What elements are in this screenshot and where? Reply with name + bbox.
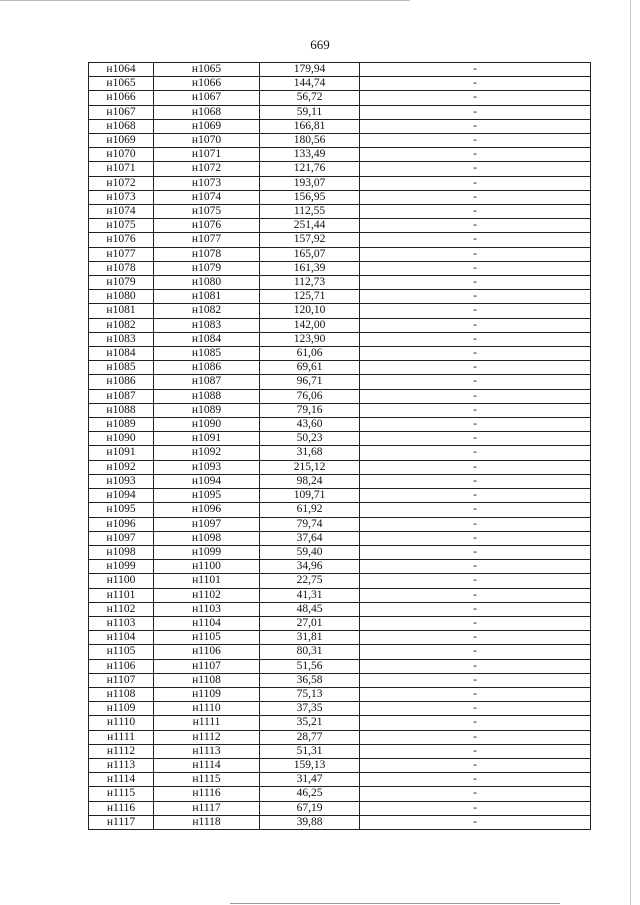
table-row [89,503,591,517]
from-point-cell: н1095 [89,503,154,517]
coordinates-table-container [88,62,591,830]
page-number: 669 [310,37,330,52]
note-cell: - [360,489,591,503]
from-point-cell: н1089 [89,418,154,432]
to-point-cell: н1089 [154,403,260,417]
note-cell: - [360,574,591,588]
distance-cell: 34,96 [260,560,360,574]
distance-cell: 157,92 [260,233,360,247]
note-cell: - [360,233,591,247]
note-cell: - [360,318,591,332]
table-row [89,702,591,716]
distance-cell: 193,07 [260,176,360,190]
table-row [89,375,591,389]
note-cell: - [360,659,591,673]
from-point-cell: н1105 [89,645,154,659]
from-point-cell: н1093 [89,474,154,488]
from-point-cell: н1112 [89,744,154,758]
distance-cell: 125,71 [260,290,360,304]
from-point-cell: н1114 [89,773,154,787]
distance-cell: 161,39 [260,261,360,275]
from-point-cell: н1113 [89,758,154,772]
note-cell: - [360,531,591,545]
distance-cell: 28,77 [260,730,360,744]
distance-cell: 156,95 [260,190,360,204]
note-cell: - [360,247,591,261]
to-point-cell: н1101 [154,574,260,588]
to-point-cell: н1072 [154,162,260,176]
table-row [89,247,591,261]
to-point-cell: н1084 [154,332,260,346]
distance-cell: 37,35 [260,702,360,716]
table-row [89,758,591,772]
distance-cell: 79,74 [260,517,360,531]
table-row [89,545,591,559]
bottom-scan-line [230,903,560,904]
distance-cell: 48,45 [260,602,360,616]
note-cell: - [360,545,591,559]
distance-cell: 27,01 [260,616,360,630]
note-cell: - [360,560,591,574]
from-point-cell: н1070 [89,148,154,162]
table-row [89,63,591,77]
from-point-cell: н1106 [89,659,154,673]
distance-cell: 61,06 [260,347,360,361]
table-row [89,602,591,616]
table-row [89,105,591,119]
distance-cell: 75,13 [260,687,360,701]
note-cell: - [360,446,591,460]
note-cell: - [360,815,591,829]
distance-cell: 67,19 [260,801,360,815]
note-cell: - [360,375,591,389]
table-row [89,716,591,730]
to-point-cell: н1095 [154,489,260,503]
to-point-cell: н1080 [154,276,260,290]
note-cell: - [360,787,591,801]
distance-cell: 109,71 [260,489,360,503]
table-row [89,304,591,318]
to-point-cell: н1113 [154,744,260,758]
table-row [89,588,591,602]
note-cell: - [360,588,591,602]
to-point-cell: н1078 [154,247,260,261]
table-row [89,460,591,474]
table-row [89,148,591,162]
to-point-cell: н1074 [154,190,260,204]
from-point-cell: н1068 [89,119,154,133]
note-cell: - [360,758,591,772]
distance-cell: 22,75 [260,574,360,588]
note-cell: - [360,190,591,204]
table-row [89,403,591,417]
distance-cell: 123,90 [260,332,360,346]
from-point-cell: н1108 [89,687,154,701]
to-point-cell: н1094 [154,474,260,488]
note-cell: - [360,304,591,318]
from-point-cell: н1075 [89,219,154,233]
distance-cell: 179,94 [260,63,360,77]
right-scan-edge [630,0,631,905]
from-point-cell: н1100 [89,574,154,588]
from-point-cell: н1079 [89,276,154,290]
table-row [89,517,591,531]
top-scan-line [0,0,410,1]
distance-cell: 69,61 [260,361,360,375]
distance-cell: 43,60 [260,418,360,432]
distance-cell: 165,07 [260,247,360,261]
table-row [89,659,591,673]
table-row [89,190,591,204]
distance-cell: 46,25 [260,787,360,801]
distance-cell: 37,64 [260,531,360,545]
distance-cell: 76,06 [260,389,360,403]
from-point-cell: н1084 [89,347,154,361]
from-point-cell: н1078 [89,261,154,275]
to-point-cell: н1066 [154,77,260,91]
table-row [89,162,591,176]
distance-cell: 50,23 [260,432,360,446]
from-point-cell: н1091 [89,446,154,460]
table-row [89,432,591,446]
note-cell: - [360,503,591,517]
to-point-cell: н1088 [154,389,260,403]
table-row [89,361,591,375]
note-cell: - [360,716,591,730]
table-row [89,134,591,148]
note-cell: - [360,730,591,744]
note-cell: - [360,773,591,787]
to-point-cell: н1114 [154,758,260,772]
from-point-cell: н1066 [89,91,154,105]
table-row [89,219,591,233]
distance-cell: 39,88 [260,815,360,829]
distance-cell: 180,56 [260,134,360,148]
from-point-cell: н1117 [89,815,154,829]
to-point-cell: н1071 [154,148,260,162]
note-cell: - [360,389,591,403]
distance-cell: 215,12 [260,460,360,474]
note-cell: - [360,261,591,275]
distance-cell: 166,81 [260,119,360,133]
table-row [89,616,591,630]
to-point-cell: н1073 [154,176,260,190]
note-cell: - [360,460,591,474]
from-point-cell: н1116 [89,801,154,815]
note-cell: - [360,290,591,304]
note-cell: - [360,432,591,446]
distance-cell: 251,44 [260,219,360,233]
from-point-cell: н1067 [89,105,154,119]
to-point-cell: н1067 [154,91,260,105]
to-point-cell: н1076 [154,219,260,233]
from-point-cell: н1087 [89,389,154,403]
distance-cell: 159,13 [260,758,360,772]
from-point-cell: н1107 [89,673,154,687]
table-row [89,91,591,105]
to-point-cell: н1108 [154,673,260,687]
note-cell: - [360,702,591,716]
from-point-cell: н1092 [89,460,154,474]
table-row [89,233,591,247]
table-row [89,119,591,133]
note-cell: - [360,205,591,219]
distance-cell: 98,24 [260,474,360,488]
note-cell: - [360,602,591,616]
to-point-cell: н1103 [154,602,260,616]
from-point-cell: н1101 [89,588,154,602]
table-row [89,332,591,346]
to-point-cell: н1077 [154,233,260,247]
note-cell: - [360,361,591,375]
distance-cell: 31,81 [260,631,360,645]
from-point-cell: н1104 [89,631,154,645]
distance-cell: 133,49 [260,148,360,162]
to-point-cell: н1110 [154,702,260,716]
to-point-cell: н1100 [154,560,260,574]
table-row [89,318,591,332]
to-point-cell: н1069 [154,119,260,133]
to-point-cell: н1115 [154,773,260,787]
table-row [89,290,591,304]
table-row [89,347,591,361]
to-point-cell: н1065 [154,63,260,77]
note-cell: - [360,276,591,290]
from-point-cell: н1080 [89,290,154,304]
from-point-cell: н1069 [89,134,154,148]
note-cell: - [360,687,591,701]
distance-cell: 112,55 [260,205,360,219]
from-point-cell: н1103 [89,616,154,630]
table-row [89,673,591,687]
distance-cell: 31,47 [260,773,360,787]
to-point-cell: н1092 [154,446,260,460]
distance-cell: 51,56 [260,659,360,673]
table-row [89,474,591,488]
table-row [89,773,591,787]
coordinates-table [88,62,591,830]
table-row [89,205,591,219]
to-point-cell: н1068 [154,105,260,119]
from-point-cell: н1073 [89,190,154,204]
table-row [89,489,591,503]
table-row [89,446,591,460]
from-point-cell: н1102 [89,602,154,616]
distance-cell: 121,76 [260,162,360,176]
to-point-cell: н1079 [154,261,260,275]
note-cell: - [360,148,591,162]
to-point-cell: н1106 [154,645,260,659]
to-point-cell: н1102 [154,588,260,602]
note-cell: - [360,219,591,233]
from-point-cell: н1072 [89,176,154,190]
distance-cell: 35,21 [260,716,360,730]
from-point-cell: н1065 [89,77,154,91]
note-cell: - [360,645,591,659]
to-point-cell: н1116 [154,787,260,801]
note-cell: - [360,673,591,687]
distance-cell: 144,74 [260,77,360,91]
to-point-cell: н1081 [154,290,260,304]
from-point-cell: н1097 [89,531,154,545]
distance-cell: 41,31 [260,588,360,602]
to-point-cell: н1109 [154,687,260,701]
from-point-cell: н1074 [89,205,154,219]
distance-cell: 59,40 [260,545,360,559]
note-cell: - [360,105,591,119]
from-point-cell: н1111 [89,730,154,744]
to-point-cell: н1096 [154,503,260,517]
from-point-cell: н1098 [89,545,154,559]
from-point-cell: н1109 [89,702,154,716]
table-row [89,787,591,801]
note-cell: - [360,77,591,91]
table-row [89,176,591,190]
note-cell: - [360,119,591,133]
note-cell: - [360,134,591,148]
distance-cell: 96,71 [260,375,360,389]
note-cell: - [360,744,591,758]
distance-cell: 56,72 [260,91,360,105]
table-row [89,645,591,659]
table-row [89,730,591,744]
to-point-cell: н1105 [154,631,260,645]
table-row [89,815,591,829]
table-row [89,261,591,275]
table-row [89,801,591,815]
table-row [89,631,591,645]
note-cell: - [360,616,591,630]
to-point-cell: н1090 [154,418,260,432]
from-point-cell: н1094 [89,489,154,503]
from-point-cell: н1077 [89,247,154,261]
distance-cell: 120,10 [260,304,360,318]
distance-cell: 79,16 [260,403,360,417]
distance-cell: 80,31 [260,645,360,659]
from-point-cell: н1081 [89,304,154,318]
table-row [89,574,591,588]
to-point-cell: н1112 [154,730,260,744]
from-point-cell: н1083 [89,332,154,346]
table-body [89,63,591,830]
from-point-cell: н1076 [89,233,154,247]
note-cell: - [360,63,591,77]
to-point-cell: н1107 [154,659,260,673]
note-cell: - [360,176,591,190]
to-point-cell: н1082 [154,304,260,318]
note-cell: - [360,418,591,432]
table-row [89,418,591,432]
from-point-cell: н1115 [89,787,154,801]
from-point-cell: н1096 [89,517,154,531]
to-point-cell: н1083 [154,318,260,332]
table-row [89,276,591,290]
from-point-cell: н1064 [89,63,154,77]
table-row [89,687,591,701]
note-cell: - [360,403,591,417]
to-point-cell: н1087 [154,375,260,389]
note-cell: - [360,517,591,531]
to-point-cell: н1099 [154,545,260,559]
from-point-cell: н1090 [89,432,154,446]
to-point-cell: н1097 [154,517,260,531]
to-point-cell: н1086 [154,361,260,375]
from-point-cell: н1086 [89,375,154,389]
note-cell: - [360,91,591,105]
distance-cell: 142,00 [260,318,360,332]
from-point-cell: н1071 [89,162,154,176]
note-cell: - [360,347,591,361]
note-cell: - [360,631,591,645]
distance-cell: 59,11 [260,105,360,119]
note-cell: - [360,801,591,815]
from-point-cell: н1082 [89,318,154,332]
distance-cell: 51,31 [260,744,360,758]
to-point-cell: н1111 [154,716,260,730]
to-point-cell: н1070 [154,134,260,148]
to-point-cell: н1093 [154,460,260,474]
distance-cell: 31,68 [260,446,360,460]
note-cell: - [360,332,591,346]
to-point-cell: н1118 [154,815,260,829]
note-cell: - [360,474,591,488]
to-point-cell: н1098 [154,531,260,545]
distance-cell: 61,92 [260,503,360,517]
table-row [89,531,591,545]
note-cell: - [360,162,591,176]
table-row [89,744,591,758]
from-point-cell: н1110 [89,716,154,730]
from-point-cell: н1099 [89,560,154,574]
to-point-cell: н1117 [154,801,260,815]
from-point-cell: н1088 [89,403,154,417]
to-point-cell: н1104 [154,616,260,630]
table-row [89,77,591,91]
from-point-cell: н1085 [89,361,154,375]
to-point-cell: н1075 [154,205,260,219]
table-row [89,560,591,574]
table-row [89,389,591,403]
to-point-cell: н1091 [154,432,260,446]
distance-cell: 112,73 [260,276,360,290]
to-point-cell: н1085 [154,347,260,361]
distance-cell: 36,58 [260,673,360,687]
